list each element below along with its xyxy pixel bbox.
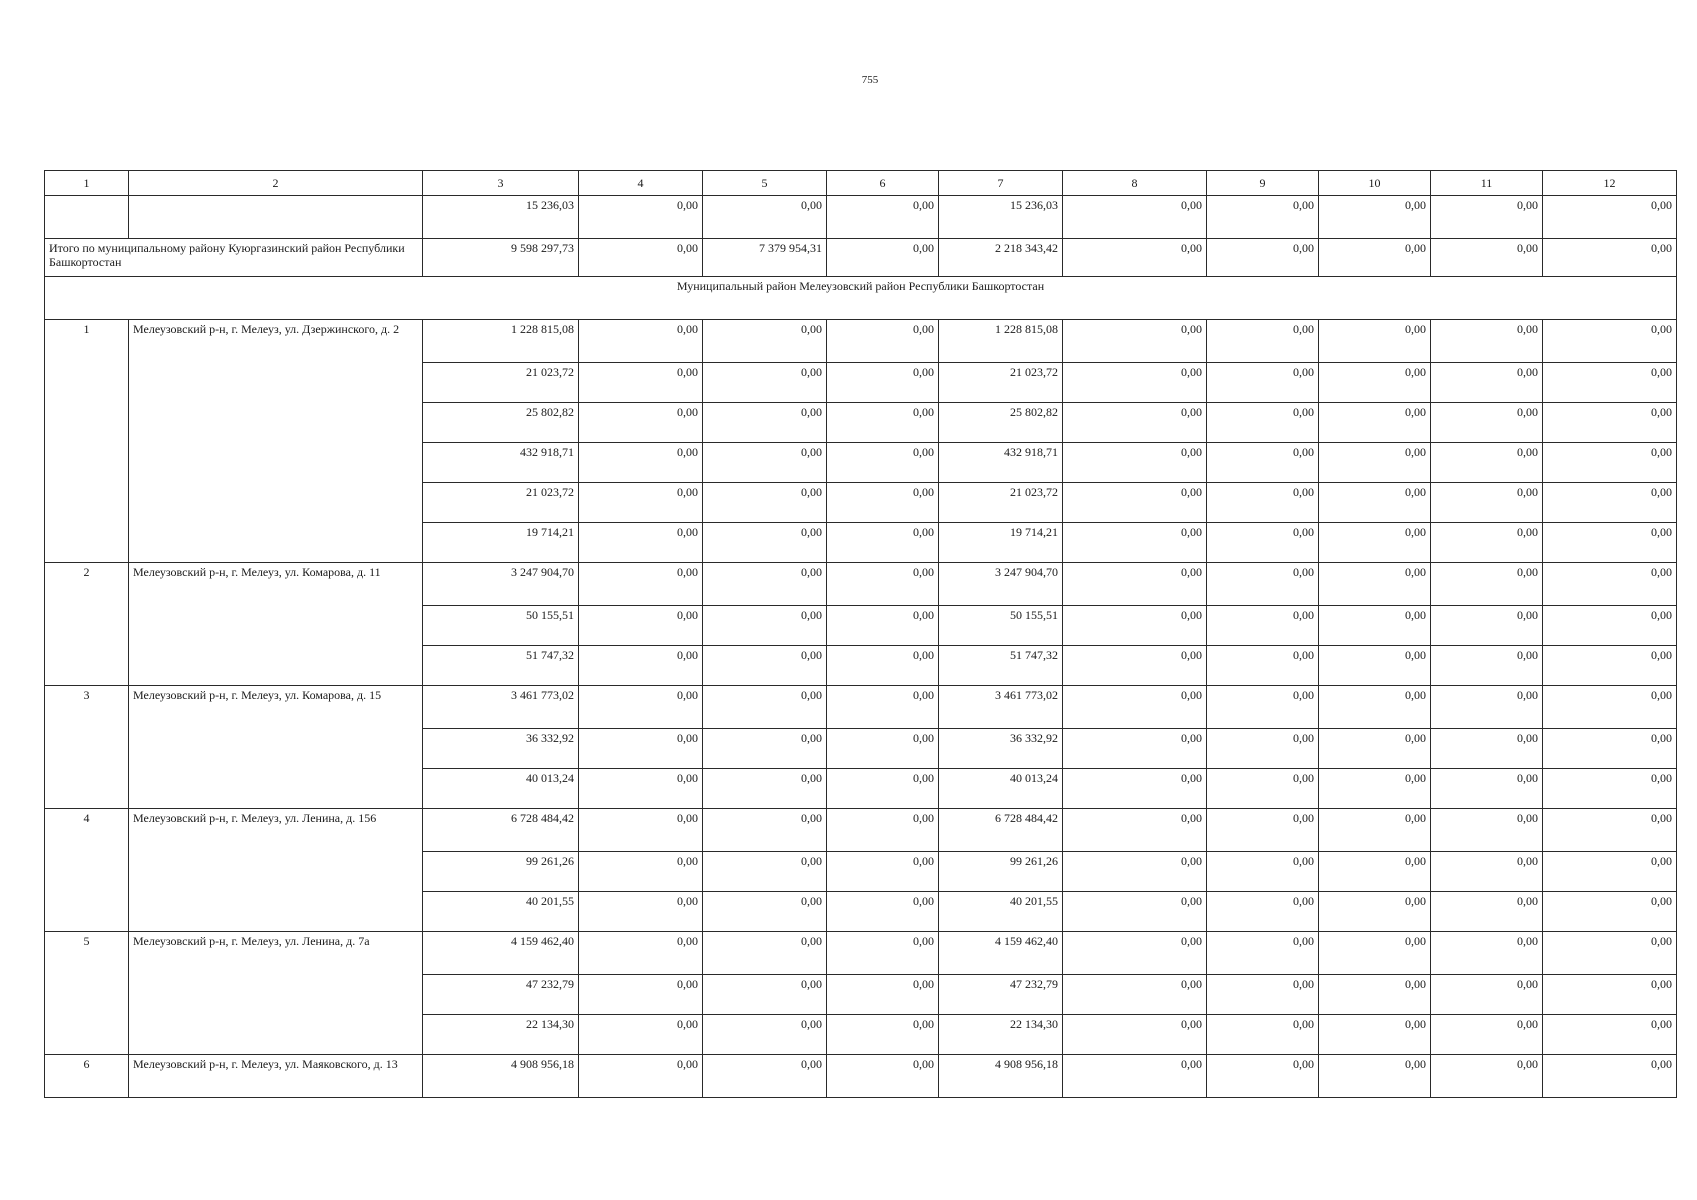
value-cell: 0,00 [579,1015,703,1055]
address-cell: Мелеузовский р-н, г. Мелеуз, ул. Маяковского, д. 13 [129,1055,423,1098]
value-cell: 22 134,30 [939,1015,1063,1055]
value-cell: 0,00 [703,320,827,363]
value-cell: 0,00 [1063,239,1207,277]
value-cell: 0,00 [1319,483,1431,523]
value-cell: 0,00 [579,320,703,363]
value-cell: 0,00 [1063,523,1207,563]
value-cell: 0,00 [1319,892,1431,932]
value-cell: 0,00 [1207,975,1319,1015]
value-cell: 99 261,26 [939,852,1063,892]
value-cell: 0,00 [1063,769,1207,809]
value-cell: 0,00 [1207,320,1319,363]
table-row [45,1055,1677,1098]
value-cell: 432 918,71 [939,443,1063,483]
value-cell: 0,00 [1431,892,1543,932]
value-cell: 0,00 [579,563,703,606]
value-cell: 0,00 [827,1055,939,1098]
column-number-cell: 5 [703,171,827,196]
value-cell: 0,00 [1207,239,1319,277]
page-number: 755 [861,74,879,86]
value-cell: 0,00 [827,443,939,483]
value-cell: 0,00 [827,563,939,606]
value-cell: 0,00 [1207,892,1319,932]
address-cell [129,196,423,239]
value-cell: 0,00 [827,809,939,852]
value-cell: 0,00 [579,239,703,277]
value-cell: 0,00 [579,809,703,852]
value-cell: 0,00 [1431,443,1543,483]
value-cell: 0,00 [827,892,939,932]
value-cell: 40 201,55 [939,892,1063,932]
value-cell: 0,00 [1063,403,1207,443]
value-cell: 15 236,03 [939,196,1063,239]
value-cell: 0,00 [579,932,703,975]
table-row [45,320,1677,363]
value-cell: 0,00 [1063,809,1207,852]
value-cell: 0,00 [703,443,827,483]
value-cell: 50 155,51 [939,606,1063,646]
value-cell: 47 232,79 [939,975,1063,1015]
value-cell: 36 332,92 [939,729,1063,769]
value-cell: 99 261,26 [423,852,579,892]
value-cell: 3 461 773,02 [423,686,579,729]
value-cell: 0,00 [1063,196,1207,239]
value-cell: 0,00 [1207,403,1319,443]
column-number-cell: 10 [1319,171,1431,196]
value-cell: 0,00 [703,686,827,729]
value-cell: 36 332,92 [423,729,579,769]
value-cell: 0,00 [1207,1015,1319,1055]
value-cell: 2 218 343,42 [939,239,1063,277]
table-row [45,809,1677,852]
value-cell: 0,00 [1319,363,1431,403]
value-cell: 0,00 [1319,239,1431,277]
column-number-cell: 7 [939,171,1063,196]
value-cell: 0,00 [579,975,703,1015]
value-cell: 50 155,51 [423,606,579,646]
value-cell: 40 013,24 [423,769,579,809]
value-cell: 0,00 [579,769,703,809]
value-cell: 0,00 [703,483,827,523]
value-cell: 0,00 [1319,196,1431,239]
value-cell: 0,00 [1543,809,1677,852]
value-cell: 0,00 [827,320,939,363]
value-cell: 0,00 [827,729,939,769]
address-cell: Мелеузовский р-н, г. Мелеуз, ул. Ленина, д. 156 [129,809,423,932]
value-cell: 0,00 [1063,686,1207,729]
value-cell: 0,00 [1207,483,1319,523]
value-cell: 4 908 956,18 [939,1055,1063,1098]
value-cell: 0,00 [579,483,703,523]
value-cell: 0,00 [1063,1055,1207,1098]
value-cell: 0,00 [1543,320,1677,363]
value-cell: 0,00 [827,769,939,809]
value-cell: 0,00 [827,975,939,1015]
row-number-cell: 4 [45,809,129,932]
value-cell: 0,00 [1543,563,1677,606]
value-cell: 9 598 297,73 [423,239,579,277]
value-cell: 0,00 [703,932,827,975]
column-number-cell: 8 [1063,171,1207,196]
value-cell: 0,00 [1431,606,1543,646]
value-cell: 0,00 [827,932,939,975]
value-cell: 0,00 [579,852,703,892]
value-cell: 0,00 [1431,239,1543,277]
value-cell: 0,00 [1431,769,1543,809]
value-cell: 0,00 [1207,443,1319,483]
value-cell: 0,00 [1543,523,1677,563]
value-cell: 1 228 815,08 [423,320,579,363]
value-cell: 0,00 [579,403,703,443]
value-cell: 0,00 [1543,239,1677,277]
value-cell: 0,00 [1063,483,1207,523]
value-cell: 0,00 [1543,363,1677,403]
value-cell: 0,00 [579,646,703,686]
value-cell: 0,00 [1431,852,1543,892]
value-cell: 0,00 [1543,646,1677,686]
value-cell: 0,00 [1431,563,1543,606]
value-cell: 0,00 [1063,1015,1207,1055]
value-cell: 40 013,24 [939,769,1063,809]
value-cell: 0,00 [1431,729,1543,769]
column-number-cell: 6 [827,171,939,196]
address-cell: Мелеузовский р-н, г. Мелеуз, ул. Комарова, д. 15 [129,686,423,809]
estimate-table [44,170,1677,1098]
value-cell: 0,00 [827,523,939,563]
table-row [45,932,1677,975]
value-cell: 0,00 [827,686,939,729]
value-cell: 0,00 [703,363,827,403]
value-cell: 0,00 [1431,975,1543,1015]
section-row [45,277,1677,320]
value-cell: 0,00 [827,239,939,277]
value-cell: 4 159 462,40 [423,932,579,975]
value-cell: 0,00 [1319,443,1431,483]
value-cell: 0,00 [827,196,939,239]
value-cell: 0,00 [1431,523,1543,563]
value-cell: 0,00 [1207,606,1319,646]
value-cell: 0,00 [1063,606,1207,646]
value-cell: 0,00 [1319,729,1431,769]
value-cell: 0,00 [1207,852,1319,892]
value-cell: 0,00 [703,769,827,809]
value-cell: 21 023,72 [423,363,579,403]
value-cell: 0,00 [1543,892,1677,932]
value-cell: 0,00 [703,809,827,852]
value-cell: 4 908 956,18 [423,1055,579,1098]
value-cell: 51 747,32 [939,646,1063,686]
value-cell: 0,00 [1063,443,1207,483]
value-cell: 0,00 [579,892,703,932]
value-cell: 3 247 904,70 [939,563,1063,606]
value-cell: 3 247 904,70 [423,563,579,606]
value-cell: 0,00 [827,363,939,403]
value-cell: 0,00 [703,646,827,686]
value-cell: 21 023,72 [939,483,1063,523]
row-number-cell [45,196,129,239]
value-cell: 0,00 [1543,729,1677,769]
value-cell: 0,00 [1207,196,1319,239]
value-cell: 0,00 [1543,443,1677,483]
value-cell: 0,00 [1543,852,1677,892]
value-cell: 0,00 [579,196,703,239]
address-cell: Мелеузовский р-н, г. Мелеуз, ул. Комарова, д. 11 [129,563,423,686]
value-cell: 0,00 [827,1015,939,1055]
value-cell: 0,00 [1063,975,1207,1015]
value-cell: 0,00 [1543,196,1677,239]
value-cell: 0,00 [703,523,827,563]
value-cell: 0,00 [1543,606,1677,646]
column-number-cell: 9 [1207,171,1319,196]
row-number-cell: 1 [45,320,129,563]
value-cell: 22 134,30 [423,1015,579,1055]
table-row [45,196,1677,239]
value-cell: 0,00 [1207,523,1319,563]
column-number-cell: 1 [45,171,129,196]
value-cell: 1 228 815,08 [939,320,1063,363]
value-cell: 0,00 [827,852,939,892]
value-cell: 0,00 [579,606,703,646]
value-cell: 0,00 [1063,363,1207,403]
value-cell: 0,00 [1319,686,1431,729]
value-cell: 51 747,32 [423,646,579,686]
column-number-cell: 2 [129,171,423,196]
value-cell: 6 728 484,42 [939,809,1063,852]
value-cell: 21 023,72 [939,363,1063,403]
value-cell: 0,00 [1431,320,1543,363]
value-cell: 0,00 [1431,363,1543,403]
value-cell: 0,00 [1319,320,1431,363]
value-cell: 0,00 [1319,769,1431,809]
section-title: Муниципальный район Мелеузовский район Республики Башкортостан [45,277,1677,320]
column-number-cell: 4 [579,171,703,196]
value-cell: 0,00 [1319,1015,1431,1055]
column-number-cell: 3 [423,171,579,196]
value-cell: 0,00 [1431,809,1543,852]
value-cell: 0,00 [827,403,939,443]
row-number-cell: 5 [45,932,129,1055]
value-cell: 40 201,55 [423,892,579,932]
value-cell: 0,00 [1319,1055,1431,1098]
value-cell: 0,00 [1063,646,1207,686]
value-cell: 25 802,82 [939,403,1063,443]
value-cell: 0,00 [1431,686,1543,729]
value-cell: 0,00 [827,606,939,646]
value-cell: 0,00 [1543,1055,1677,1098]
value-cell: 25 802,82 [423,403,579,443]
total-label: Итого по муниципальному району Куюргазинский район Республики Башкортостан [45,239,423,277]
value-cell: 0,00 [579,1055,703,1098]
value-cell: 0,00 [703,1015,827,1055]
value-cell: 0,00 [1207,1055,1319,1098]
table-body [45,196,1677,1098]
value-cell: 0,00 [703,975,827,1015]
value-cell: 0,00 [1063,852,1207,892]
value-cell: 0,00 [1207,729,1319,769]
column-number-cell: 11 [1431,171,1543,196]
value-cell: 0,00 [1319,852,1431,892]
value-cell: 0,00 [703,892,827,932]
value-cell: 0,00 [1543,483,1677,523]
value-cell: 6 728 484,42 [423,809,579,852]
address-cell: Мелеузовский р-н, г. Мелеуз, ул. Дзержинского, д. 2 [129,320,423,563]
value-cell: 0,00 [579,363,703,403]
value-cell: 0,00 [1063,729,1207,769]
value-cell: 0,00 [579,729,703,769]
value-cell: 47 232,79 [423,975,579,1015]
value-cell: 0,00 [1207,363,1319,403]
value-cell: 0,00 [1319,403,1431,443]
value-cell: 0,00 [1319,646,1431,686]
value-cell: 0,00 [703,852,827,892]
column-number-cell: 12 [1543,171,1677,196]
value-cell: 0,00 [1207,769,1319,809]
value-cell: 0,00 [1431,196,1543,239]
value-cell: 19 714,21 [423,523,579,563]
row-number-cell: 6 [45,1055,129,1098]
value-cell: 4 159 462,40 [939,932,1063,975]
value-cell: 0,00 [703,729,827,769]
value-cell: 0,00 [1543,932,1677,975]
value-cell: 0,00 [1207,809,1319,852]
value-cell: 0,00 [1319,932,1431,975]
value-cell: 0,00 [1207,686,1319,729]
table-row [45,563,1677,606]
address-cell: Мелеузовский р-н, г. Мелеуз, ул. Ленина, д. 7а [129,932,423,1055]
value-cell: 0,00 [1207,646,1319,686]
value-cell: 0,00 [1063,932,1207,975]
value-cell: 432 918,71 [423,443,579,483]
value-cell: 0,00 [1319,606,1431,646]
value-cell: 0,00 [1063,892,1207,932]
value-cell: 0,00 [1431,1055,1543,1098]
value-cell: 0,00 [1543,975,1677,1015]
value-cell: 0,00 [1319,809,1431,852]
column-number-row [45,171,1677,196]
value-cell: 0,00 [1543,686,1677,729]
value-cell: 0,00 [827,646,939,686]
value-cell: 0,00 [1207,563,1319,606]
value-cell: 0,00 [1431,483,1543,523]
value-cell: 0,00 [579,523,703,563]
value-cell: 0,00 [703,403,827,443]
value-cell: 0,00 [703,1055,827,1098]
value-cell: 0,00 [579,686,703,729]
value-cell: 0,00 [1063,320,1207,363]
value-cell: 0,00 [1431,646,1543,686]
value-cell: 0,00 [1431,1015,1543,1055]
value-cell: 0,00 [1319,563,1431,606]
value-cell: 0,00 [1207,932,1319,975]
value-cell: 21 023,72 [423,483,579,523]
value-cell: 0,00 [827,483,939,523]
value-cell: 15 236,03 [423,196,579,239]
row-number-cell: 3 [45,686,129,809]
value-cell: 0,00 [1319,523,1431,563]
value-cell: 0,00 [1543,769,1677,809]
value-cell: 0,00 [1543,403,1677,443]
value-cell: 0,00 [703,563,827,606]
value-cell: 0,00 [703,196,827,239]
value-cell: 0,00 [1543,1015,1677,1055]
value-cell: 0,00 [1319,975,1431,1015]
value-cell: 0,00 [1431,403,1543,443]
row-number-cell: 2 [45,563,129,686]
table-row [45,686,1677,729]
value-cell: 0,00 [1063,563,1207,606]
total-row [45,239,1677,277]
value-cell: 0,00 [579,443,703,483]
value-cell: 0,00 [1431,932,1543,975]
value-cell: 7 379 954,31 [703,239,827,277]
table-header [45,171,1677,196]
value-cell: 3 461 773,02 [939,686,1063,729]
value-cell: 0,00 [703,606,827,646]
value-cell: 19 714,21 [939,523,1063,563]
